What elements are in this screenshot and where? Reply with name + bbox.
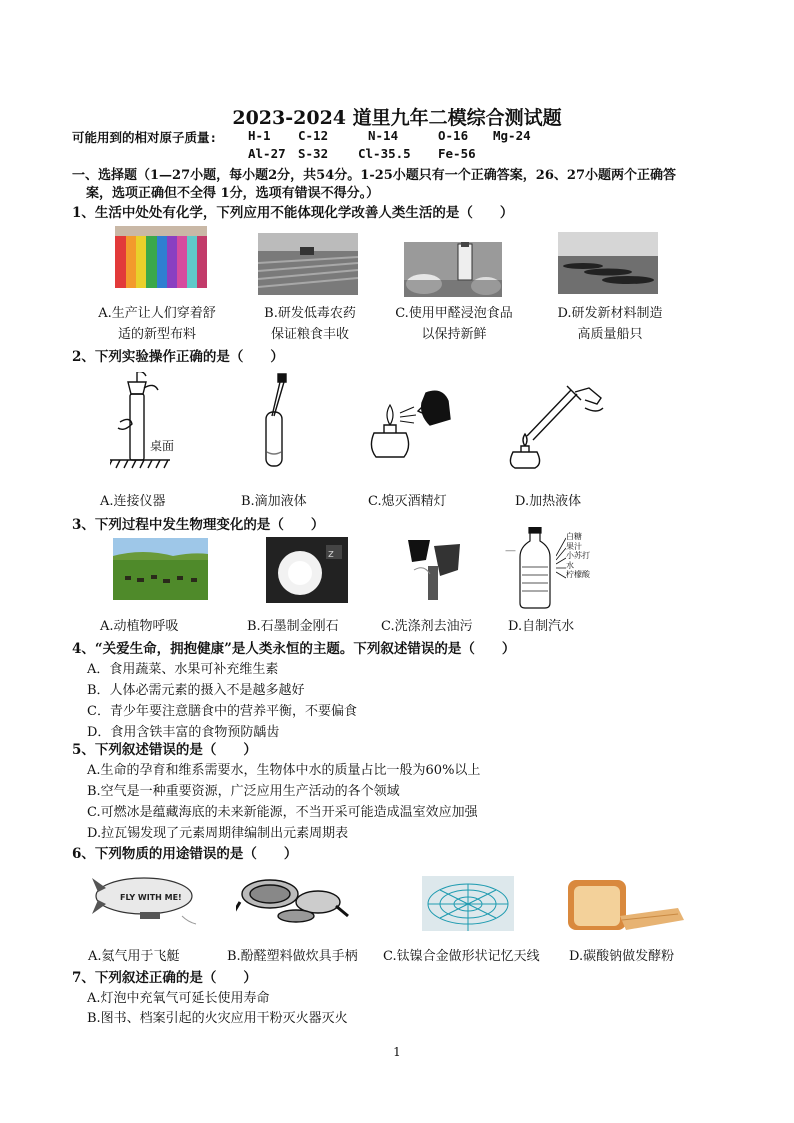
q2-option-b: B.滴加液体 xyxy=(241,494,307,509)
q6-option-d: D.碳酸钠做发酵粉 xyxy=(569,949,675,964)
mass-al: Al-27 xyxy=(248,146,286,161)
q4-option-d: D．食用含铁丰富的食物预防龋齿 xyxy=(87,725,280,740)
q3-bottle-dash: — xyxy=(505,544,516,557)
q1-image-formaldehyde-food xyxy=(404,242,502,297)
q6-image-bread xyxy=(560,876,686,934)
q1-option-a xyxy=(82,303,232,345)
mass-fe: Fe-56 xyxy=(438,146,476,161)
mass-mg: Mg-24 xyxy=(493,128,531,143)
q1-option-d xyxy=(540,303,680,345)
q6-option-c: C.钛镍合金做形状记忆天线 xyxy=(383,949,540,964)
q6-stem: 6、下列物质的用途错误的是（ ） xyxy=(72,846,298,862)
q5-option-c: C.可燃冰是蕴藏海底的未来新能源，不当开采可能造成温室效应加强 xyxy=(87,805,478,820)
q5-option-a: A.生命的孕育和维系需要水，生物体中水的质量占比一般为60%以上 xyxy=(87,763,481,778)
ingredient-baking-soda: 小苏打 xyxy=(566,551,590,560)
q1-stem: 1、生活中处处有化学，下列应用不能体现化学改善人类生活的是（ ） xyxy=(72,205,514,221)
q1-image-farm-field xyxy=(258,233,358,295)
mass-c: C-12 xyxy=(298,128,329,143)
q3-image-graphite-diamond xyxy=(266,537,348,603)
q7-option-b: B.图书、档案引起的火灾应用干粉灭火器灭火 xyxy=(87,1011,348,1026)
q6-image-blimp xyxy=(92,872,202,927)
q1-option-c-line2: 以保持新鲜 xyxy=(421,327,487,342)
q3-image-soda-bottle xyxy=(518,527,552,609)
mass-s: S-32 xyxy=(298,146,329,161)
q4-option-a: A．食用蔬菜、水果可补充维生素 xyxy=(87,662,279,677)
q3-bottle-ingredients xyxy=(566,532,594,580)
section-instructions-line2: 案，选项正确但不全得 1分，选项有错误不得分。） xyxy=(86,186,380,201)
page-number: 1 xyxy=(393,1045,401,1059)
svg-text:z: z xyxy=(328,547,334,560)
section-instructions-line1: 一、选择题（1—27小题，每小题2分，共54分。1-25小题只有一个正确答案，26、27小题两个正确答 xyxy=(72,168,676,183)
q4-option-b: B．人体必需元素的摄入不是越多越好 xyxy=(87,683,305,698)
q2-image-heat-liquid xyxy=(505,378,605,470)
mass-h: H-1 xyxy=(248,128,271,143)
q1-option-b-line1: B.研发低毒农药 xyxy=(264,306,356,321)
q2-option-c: C.熄灭酒精灯 xyxy=(368,494,447,509)
q6-option-b: B.酚醛塑料做炊具手柄 xyxy=(227,949,358,964)
q1-option-c xyxy=(384,303,524,345)
q5-option-d: D.拉瓦锡发现了元素周期律编制出元素周期表 xyxy=(87,826,349,841)
ingredient-sugar: 白糖 xyxy=(566,532,582,541)
mass-o: O-16 xyxy=(438,128,469,143)
q5-option-b: B.空气是一种重要资源，广泛应用生产活动的各个领域 xyxy=(87,784,400,799)
mass-n: N-14 xyxy=(368,128,399,143)
q1-option-d-line2: 高质量船只 xyxy=(577,327,643,342)
q4-option-c: C．青少年要注意膳食中的营养平衡，不要偏食 xyxy=(87,704,357,719)
q3-bottle-pointers xyxy=(556,536,566,586)
q2-option-a: A.连接仪器 xyxy=(100,494,166,509)
q3-option-b: B.石墨制金刚石 xyxy=(247,619,339,634)
q3-image-detergent-washing xyxy=(400,540,462,600)
atomic-mass-label: 可能用到的相对原子质量: xyxy=(72,130,218,145)
q6-image-cookware xyxy=(236,872,350,924)
q2-image-blow-out-lamp xyxy=(360,385,452,461)
q1-option-d-line1: D.研发新材料制造 xyxy=(557,306,663,321)
q3-stem: 3、下列过程中发生物理变化的是（ ） xyxy=(72,517,325,533)
q7-option-a: A.灯泡中充氧气可延长使用寿命 xyxy=(87,991,270,1006)
ingredient-juice: 果汁 xyxy=(566,541,582,551)
q6-option-a: A.氦气用于飞艇 xyxy=(88,949,180,964)
q1-image-boats xyxy=(558,232,658,294)
q1-option-a-line2: 适的新型布料 xyxy=(117,327,196,342)
q5-stem: 5、下列叙述错误的是（ ） xyxy=(72,742,257,758)
q1-option-a-line1: A.生产让人们穿着舒 xyxy=(98,306,216,321)
q2-desk-label: 桌面 xyxy=(150,439,175,453)
mass-cl: Cl-35.5 xyxy=(358,146,411,161)
q2-option-d: D.加热液体 xyxy=(515,494,582,509)
q4-stem: 4、“关爱生命，拥抱健康”是人类永恒的主题。下列叙述错误的是（ ） xyxy=(72,641,516,657)
q3-option-c: C.洗涤剂去油污 xyxy=(381,619,473,634)
q1-image-fabrics xyxy=(115,226,207,288)
q2-image-connect-apparatus xyxy=(110,372,182,472)
q6-blimp-text: FLY WITH ME! xyxy=(120,893,182,902)
ingredient-citric-acid: 柠檬酸 xyxy=(566,570,590,579)
q7-stem: 7、下列叙述正确的是（ ） xyxy=(72,970,257,986)
ingredient-water: 水 xyxy=(566,560,574,570)
q1-option-b xyxy=(240,303,380,345)
q2-image-dropper xyxy=(262,372,290,468)
q1-option-b-line2: 保证粮食丰收 xyxy=(270,327,349,342)
q2-stem: 2、下列实验操作正确的是（ ） xyxy=(72,349,284,365)
q3-option-a: A.动植物呼吸 xyxy=(100,619,179,634)
page-title: 2023-2024 道里九年二模综合测试题 xyxy=(232,107,562,129)
q6-image-antenna xyxy=(422,876,514,931)
q3-option-d: D.自制汽水 xyxy=(508,619,575,634)
q1-option-c-line1: C.使用甲醛浸泡食品 xyxy=(395,306,513,321)
q3-image-grassland xyxy=(113,538,208,600)
